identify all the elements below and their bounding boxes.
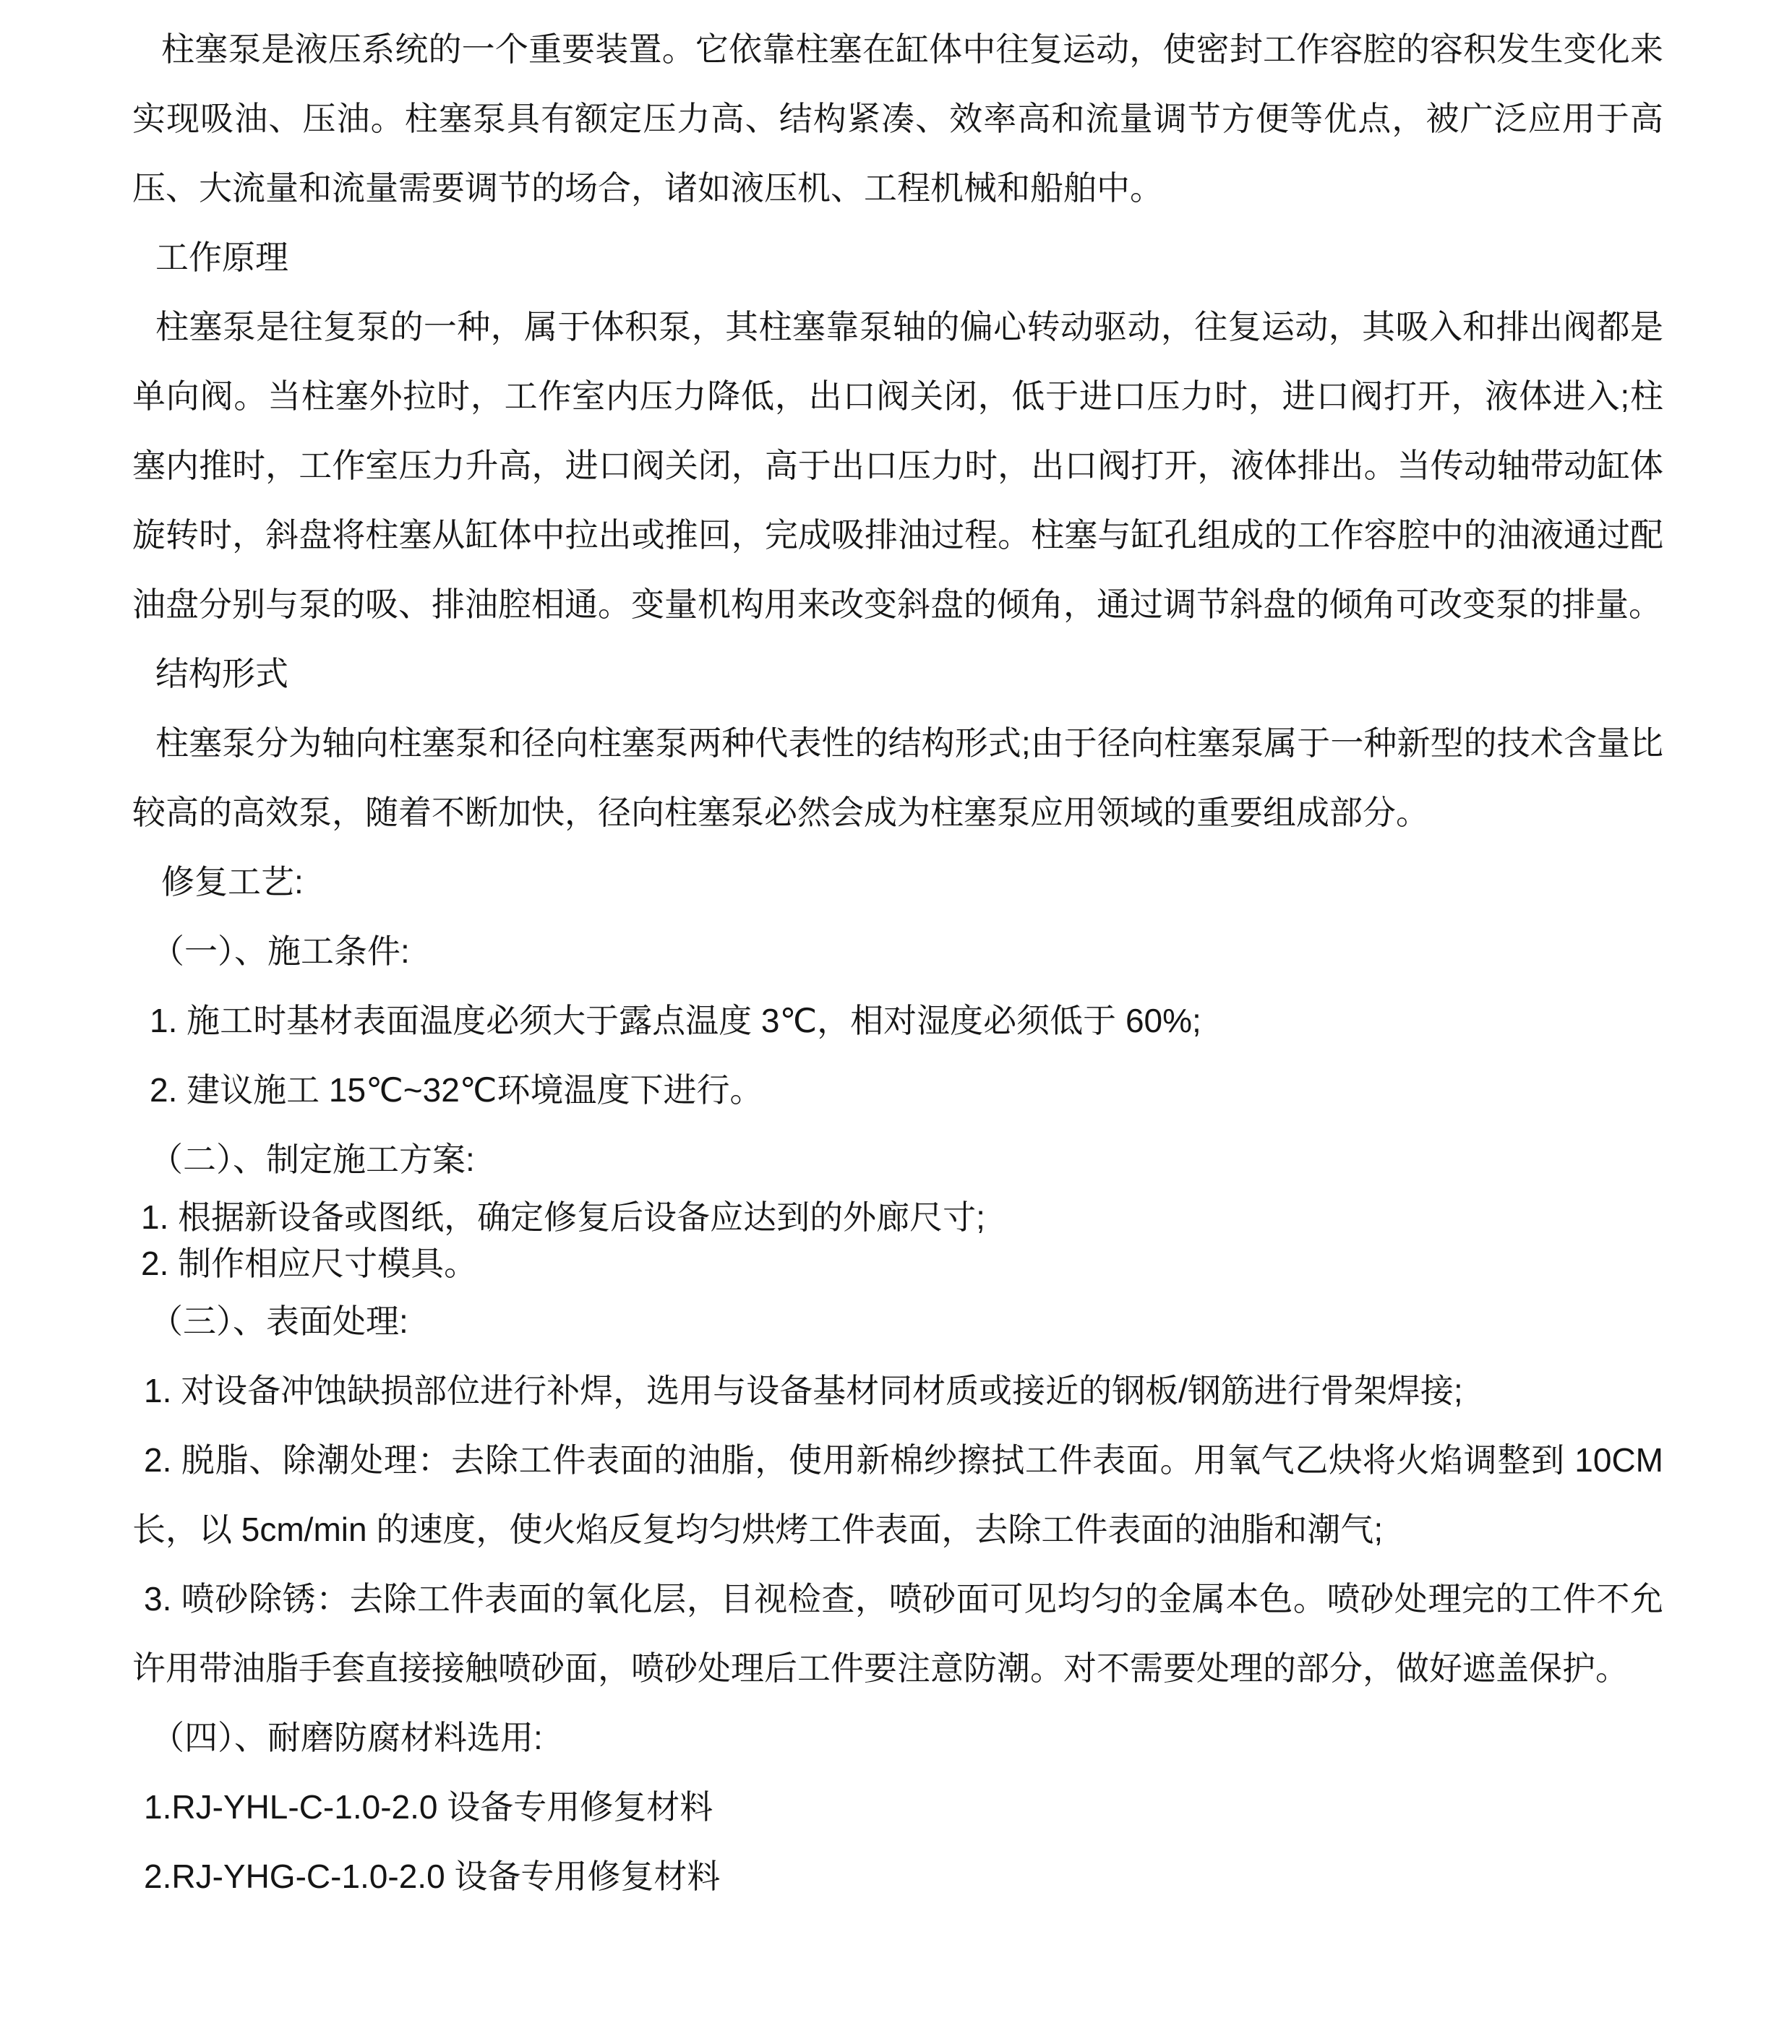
heading-section-2-construction-plan: （二）、制定施工方案: bbox=[150, 1141, 475, 1178]
paragraph-structure-type: 柱塞泵分为轴向柱塞泵和径向柱塞泵两种代表性的结构形式;由于径向柱塞泵属于一种新型的技术含量比较高的高效泵，随着不断加快，径向柱塞泵必然会成为柱塞泵应用领域的重要组成部分。 bbox=[132, 724, 1663, 831]
paragraph-intro: 柱塞泵是液压系统的一个重要装置。它依靠柱塞在缸体中往复运动，使密封工作容腔的容积发生变化来实现吸油、压油。柱塞泵具有额定压力高、结构紧凑、效率高和流量调节方便等优点，被广泛应用于高压、大流量和流量需要调节的场合，诸如液压机、工程机械和船舶中。 bbox=[132, 30, 1663, 207]
heading-section-4-material-selection: （四）、耐磨防腐材料选用: bbox=[151, 1719, 543, 1756]
list-item-section-3-item-1: 1. 对设备冲蚀缺损部位进行补焊，选用与设备基材同材质或接近的钢板/钢筋进行骨架焊接; bbox=[144, 1372, 1463, 1409]
heading-section-1-construction-conditions: （一）、施工条件: bbox=[151, 932, 410, 970]
heading-section-3-surface-treatment: （三）、表面处理: bbox=[150, 1302, 408, 1340]
list-item-section-3-item-3: 3. 喷砂除锈：去除工件表面的氧化层，目视检查，喷砂面可见均匀的金属本色。喷砂处理完的工件不允许用带油脂手套直接接触喷砂面，喷砂处理后工件要注意防潮。对不需要处理的部分，做好遮盖保护。 bbox=[132, 1580, 1663, 1687]
list-item-section-2-item-1: 1. 根据新设备或图纸，确定修复后设备应达到的外廊尺寸; bbox=[141, 1198, 985, 1236]
paragraph-working-principle: 柱塞泵是往复泵的一种，属于体积泵，其柱塞靠泵轴的偏心转动驱动，往复运动，其吸入和排出阀都是单向阀。当柱塞外拉时，工作室内压力降低，出口阀关闭，低于进口压力时，进口阀打开，液体进入;柱塞内推时，工作室压力升高，进口阀关闭，高于出口压力时，出口阀打开，液体排出。当传动轴带动缸体旋转时，斜盘将柱塞从缸体中拉出或推回，完成吸排油过程。柱塞与缸孔组成的工作容腔中的油液通过配油盘分别与泵的吸、排油腔相通。变量机构用来改变斜盘的倾角，通过调节斜盘的倾角可改变泵的排量。 bbox=[132, 308, 1663, 623]
heading-repair-process: 修复工艺: bbox=[161, 863, 304, 901]
list-item-section-2-item-2: 2. 制作相应尺寸模具。 bbox=[141, 1245, 478, 1282]
heading-structure-type: 结构形式 bbox=[155, 655, 288, 692]
list-item-section-1-item-2: 2. 建议施工 15℃~32℃环境温度下进行。 bbox=[150, 1071, 763, 1109]
list-item-section-4-item-1: 1.RJ-YHL-C-1.0-2.0 设备专用修复材料 bbox=[144, 1788, 713, 1826]
heading-working-principle: 工作原理 bbox=[155, 239, 288, 276]
list-item-section-1-item-1: 1. 施工时基材表面温度必须大于露点温度 3℃，相对湿度必须低于 60%; bbox=[150, 1002, 1201, 1039]
list-item-section-4-item-2: 2.RJ-YHG-C-1.0-2.0 设备专用修复材料 bbox=[144, 1858, 721, 1895]
list-item-section-3-item-2: 2. 脱脂、除潮处理：去除工件表面的油脂，使用新棉纱擦拭工件表面。用氧气乙炔将火焰调整到 10CM 长，以 5cm/min 的速度，使火焰反复均匀烘烤工件表面，去除工件表面的油脂和潮气; bbox=[132, 1441, 1663, 1548]
